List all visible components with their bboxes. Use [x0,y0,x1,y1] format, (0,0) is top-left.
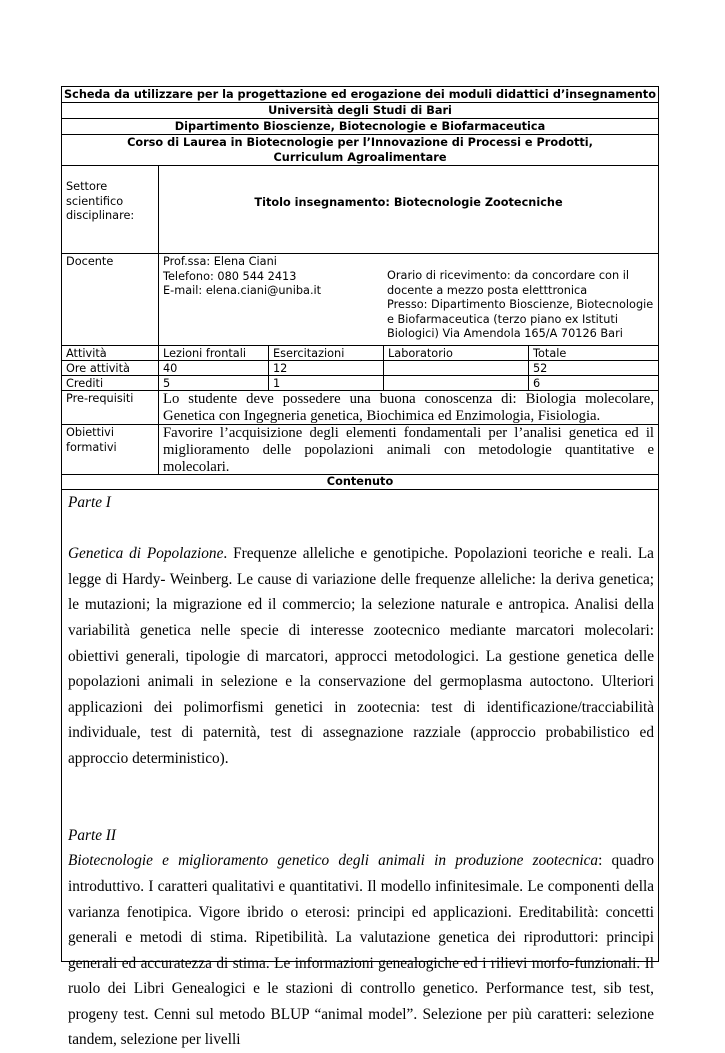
table-cell [383,361,528,375]
sheet-title: Scheda da utilizzare per la progettazione ed erogazione dei moduli didattici d’insegnamento [62,87,658,103]
table-cell: Esercitazioni [268,346,383,360]
department-name: Dipartimento Bioscienze, Biotecnologie e Biofarmaceutica [62,119,658,135]
degree-course [62,135,658,166]
contenuto-body [62,490,658,1049]
parte1-title: Parte I [68,494,111,511]
teacher-name: Prof.ssa: Elena Ciani [163,255,277,268]
university-name: Università degli Studi di Bari [62,103,658,119]
parte2-text: : quadro introduttivo. I caratteri qualitativi e quantitativi. Il modello infinitesimale. Le componenti della varianza fenotipica. Vigore ibrido o eterosi: principi ed applicazioni. Ereditabilità: concetti generali e metodi di stima. Ripetibilità. La valutazione genetica dei riproduttori: principi generali ed accuratezza di stima. Le informazioni genealogiche ed i rilievi morfo-funzionali. Il ruolo dei Libri Genealogici e le stazioni di controllo genetico. Performance test, sib test, progeny test. Cenni sul metodo BLUP “animal model”. Selezione per più caratteri: selezione tandem, selezione per livelli [68,852,654,1049]
table-cell: Laboratorio [383,346,528,360]
table-row [62,376,658,391]
teacher-phone: Telefono: 080 544 2413 [163,269,297,283]
parte2-lead: Biotecnologie e miglioramento genetico degli animali in produzione zootecnica [68,852,599,870]
teacher-email[interactable]: E-mail: elena.ciani@uniba.it [163,284,322,297]
parte2-paragraph [68,848,654,1053]
office-hours-line: Orario di ricevimento: da concordare con il [387,269,629,282]
office-hours-line: docente a mezzo posta eletttronica [387,283,588,297]
obiettivi-row [62,425,658,475]
table-cell: Lezioni frontali [158,346,268,360]
parte1-text: . Frequenze alleliche e genotipiche. Popolazioni teoriche e reali. La legge di Hardy- Weinberg. Le cause di variazione delle frequenze alleliche: la deriva genetica; le mutazioni; la migrazione ed il commercio; la selezione naturale e antropica. Analisi della variabilità genetica nelle specie di interesse zootecnico mediante marcatori molecolari: obiettivi generali, tipologie di marcatori, approcci metodologici. La gestione genetica delle popolazioni animali in selezione e la conservazione del germoplasma autoctono. Ulteriori applicazioni dei polimorfismi genetici in zootecnia: test di identificazione/tracciabilità individuale, test di paternità, test di assegnazione razziale (approccio probabilistico ed approccio deterministico). [68,545,654,767]
docente-row [62,254,658,346]
obiettivi-label-line: formativi [66,440,117,454]
parte1-paragraph [68,541,654,771]
parte2-title: Parte II [68,826,116,844]
curriculum-line: Curriculum Agroalimentare [273,151,447,164]
settore-row [62,166,658,254]
degree-course-line: Corso di Laurea in Biotecnologie per l’Innovazione di Processi e Prodotti, [127,136,593,149]
spacer [68,797,654,823]
settore-label-line: disciplinare: [66,209,135,222]
prerequisiti-row [62,391,658,425]
spacer [68,516,654,542]
settore-label-line: scientifico [66,194,124,208]
settore-label [62,166,158,253]
table-row [62,361,658,376]
table-cell: Ore attività [66,362,130,375]
obiettivi-text: Favorire l’acquisizione degli elementi fondamentali per l’analisi genetica ed il miglioramento delle popolazioni animali con metodologie quantitative e molecolari. [158,425,658,474]
table-cell: Attività [66,347,107,360]
docente-label: Docente [66,255,114,268]
table-cell: 40 [158,361,268,375]
office-hours-line: Biologici) Via Amendola 165/A 70126 Bari [387,327,623,340]
office-hours-line: Presso: Dipartimento Bioscienze, Biotecnologie [387,298,654,311]
table-cell [383,376,528,390]
table-cell: 5 [158,376,268,390]
table-cell: 6 [528,376,658,390]
office-hours [383,254,658,345]
table-cell: 52 [528,361,658,375]
course-sheet [61,86,659,1049]
settore-label-line: Settore [66,180,108,193]
table-row [62,346,658,361]
office-hours-line: e Biofarmaceutica (terzo piano ex Istituti [387,312,618,326]
parte1-lead: Genetica di Popolazione [68,545,224,563]
obiettivi-label [62,425,158,474]
contenuto-heading: Contenuto [62,475,658,490]
table-cell: Totale [528,346,658,360]
course-title: Titolo insegnamento: Biotecnologie Zootecniche [158,166,658,253]
table-cell: 1 [268,376,383,390]
obiettivi-label-line: Obiettivi [66,426,114,439]
docente-contacts [158,254,383,345]
table-cell: Crediti [66,377,104,390]
prerequisiti-text: Lo studente deve possedere una buona conoscenza di: Biologia molecolare, Genetica con Ingegneria genetica, Biochimica ed Enzimologia, Fisiologia. [158,391,658,424]
prerequisiti-label: Pre-requisiti [66,392,134,405]
spacer [68,772,654,798]
table-cell: 12 [268,361,383,375]
